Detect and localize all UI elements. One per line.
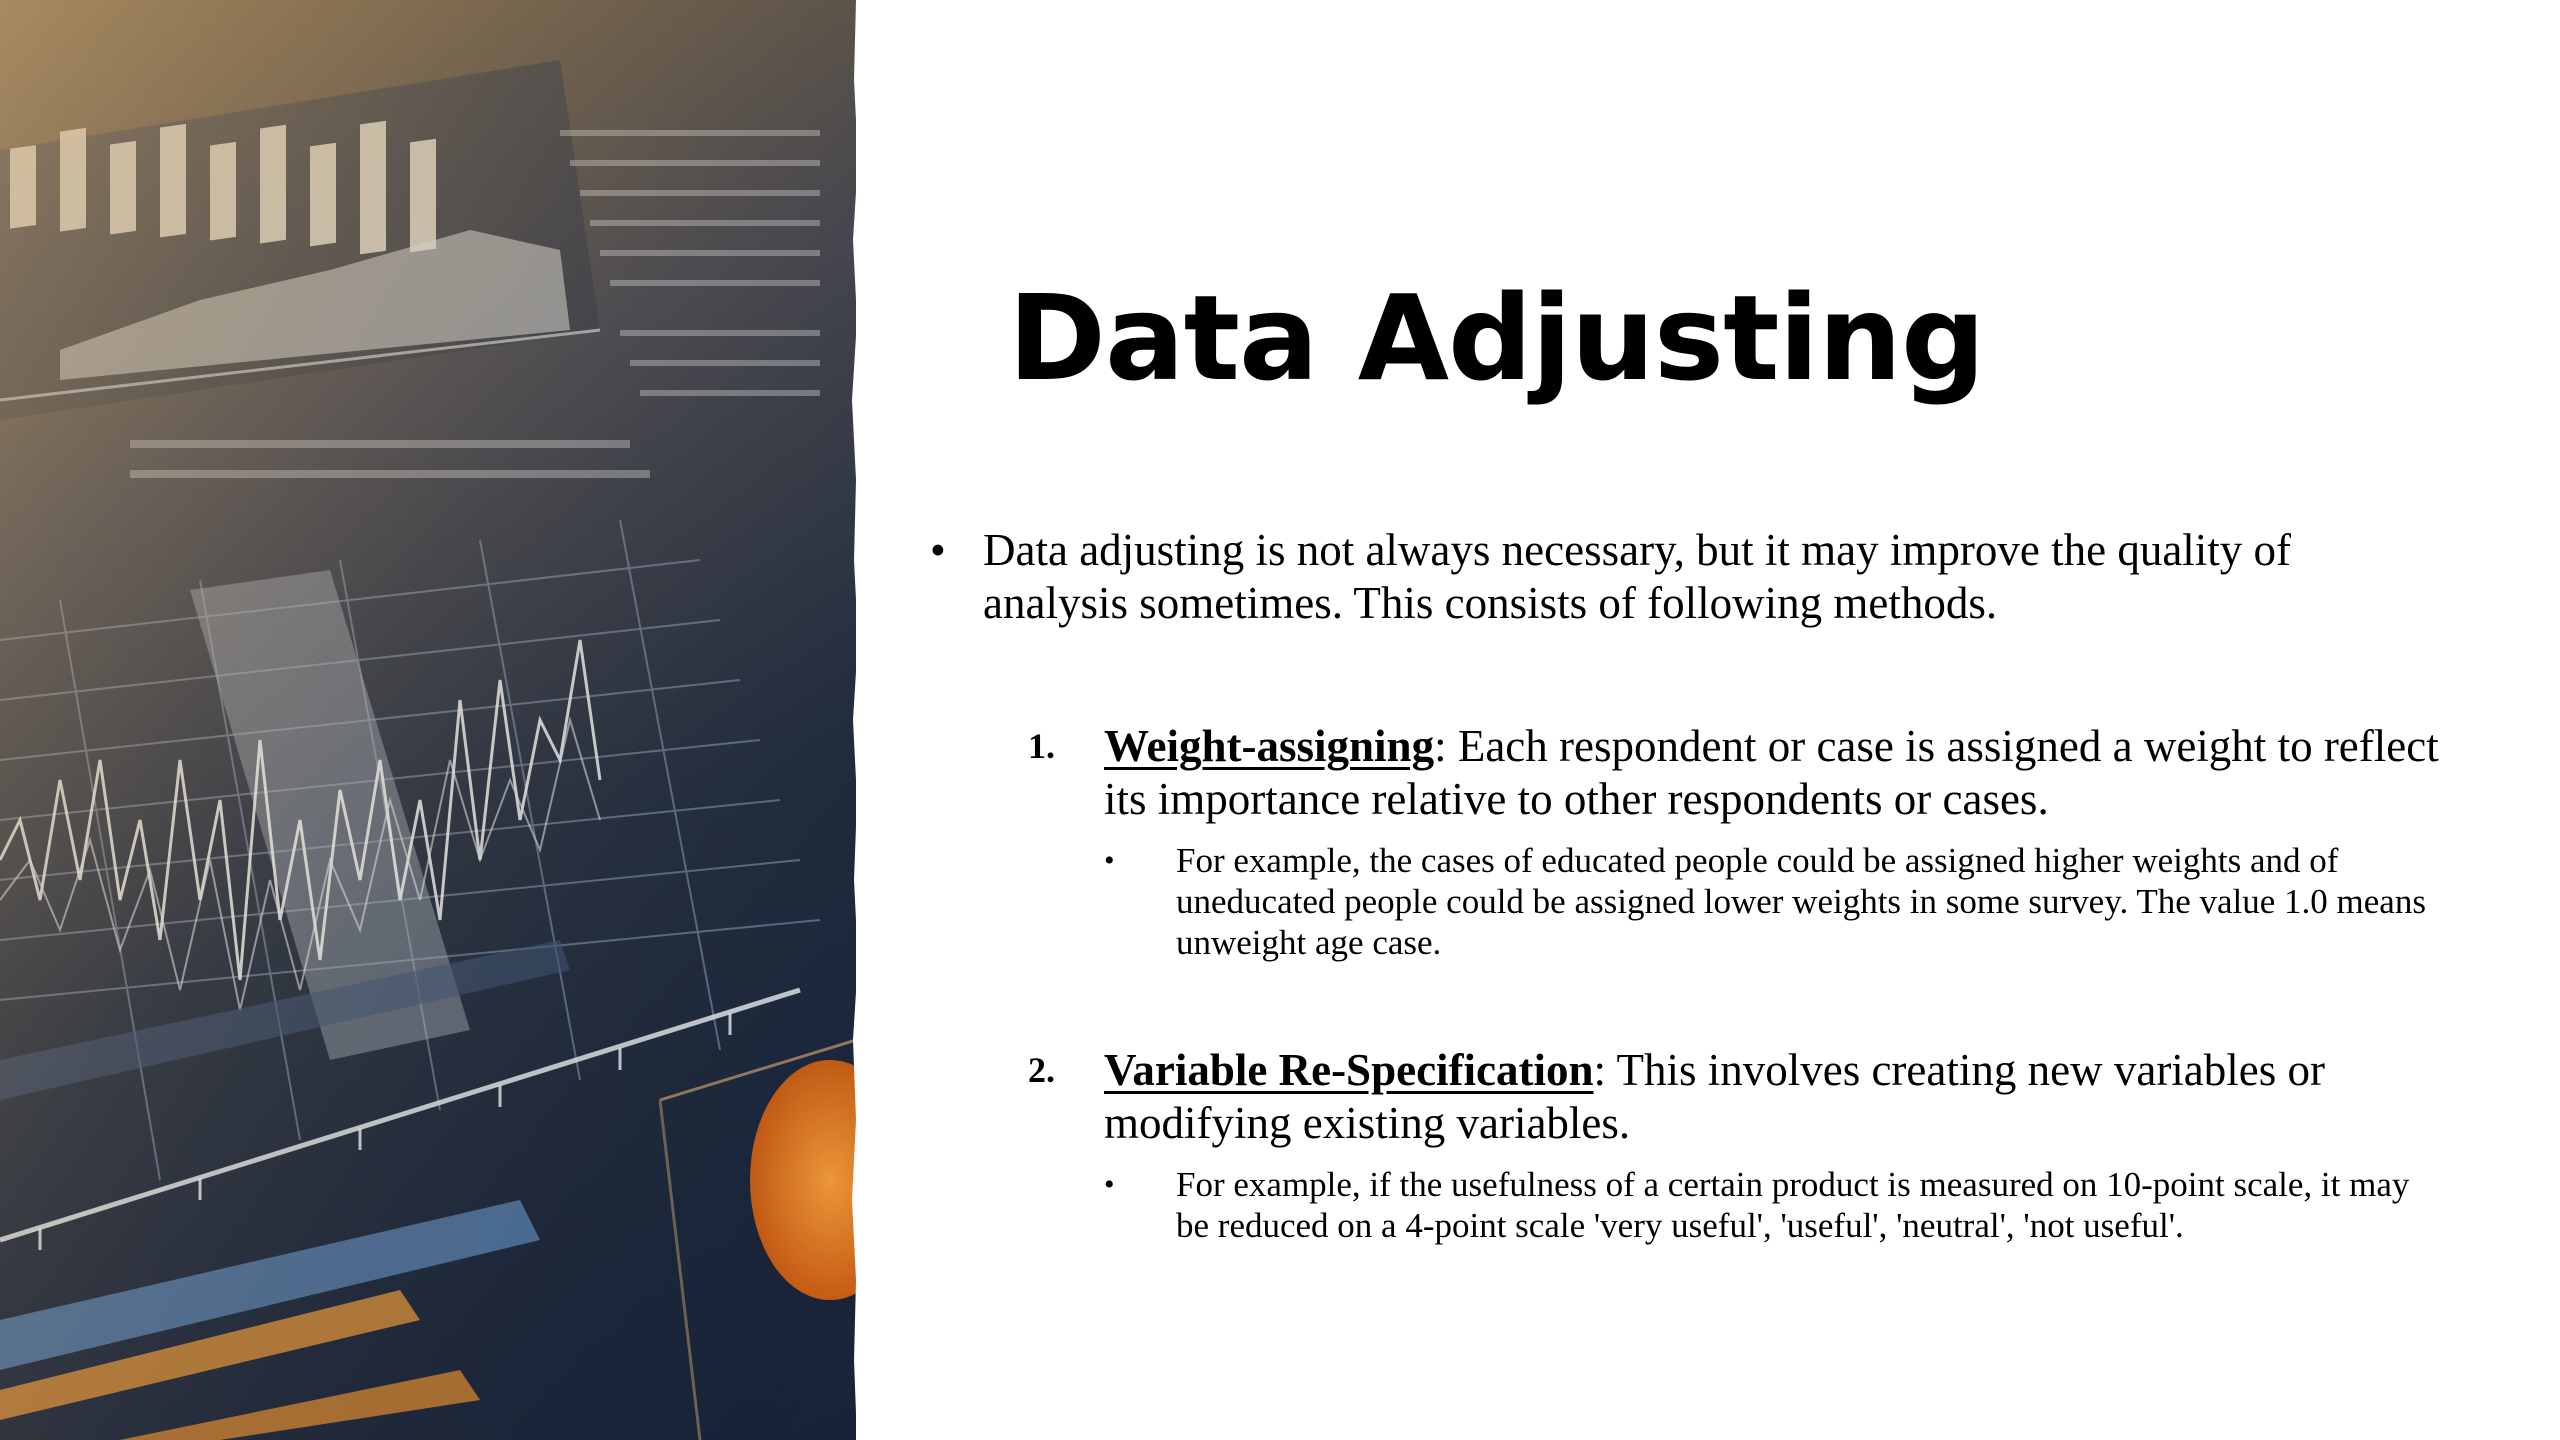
method-number: 2.	[1028, 1050, 1055, 1090]
method-term: Variable Re-Specification	[1104, 1045, 1594, 1095]
method-example	[1104, 840, 2448, 963]
method-item-variable-re-specification	[1028, 1044, 2448, 1246]
method-example-text: For example, if the usefulness of a certain product is measured on 10-point scale, it may be reduced on a 4-point scale 'very useful', 'useful', 'neutral', 'not useful'.	[1176, 1165, 2410, 1245]
photo-illustration	[0, 0, 856, 1440]
method-example-text: For example, the cases of educated people could be assigned higher weights and of uneducated people could be assigned lower weights in some survey. The value 1.0 means unweight age case.	[1176, 841, 2426, 962]
intro-bullet-item	[930, 524, 2430, 630]
method-text	[1104, 720, 2448, 826]
bullet-icon: •	[1104, 844, 1115, 877]
slide-title: Data Adjusting	[1008, 269, 1985, 407]
method-example	[1104, 1164, 2448, 1246]
bullet-icon: •	[930, 525, 946, 575]
method-item-weight-assigning	[1028, 720, 2448, 963]
method-description: : Each respondent or case is assigned a weight to reflect its importance relative to other respondents or cases.	[1104, 721, 2439, 824]
method-text	[1104, 1044, 2448, 1150]
decorative-chart-photo	[0, 0, 856, 1440]
bullet-icon: •	[1104, 1168, 1115, 1201]
method-term: Weight-assigning	[1104, 721, 1435, 771]
intro-text: Data adjusting is not always necessary, but it may improve the quality of analysis sometimes. This consists of following methods.	[983, 525, 2292, 628]
torn-edge	[846, 0, 876, 1440]
method-number: 1.	[1028, 726, 1055, 766]
method-description: : This involves creating new variables or modifying existing variables.	[1104, 1045, 2326, 1148]
